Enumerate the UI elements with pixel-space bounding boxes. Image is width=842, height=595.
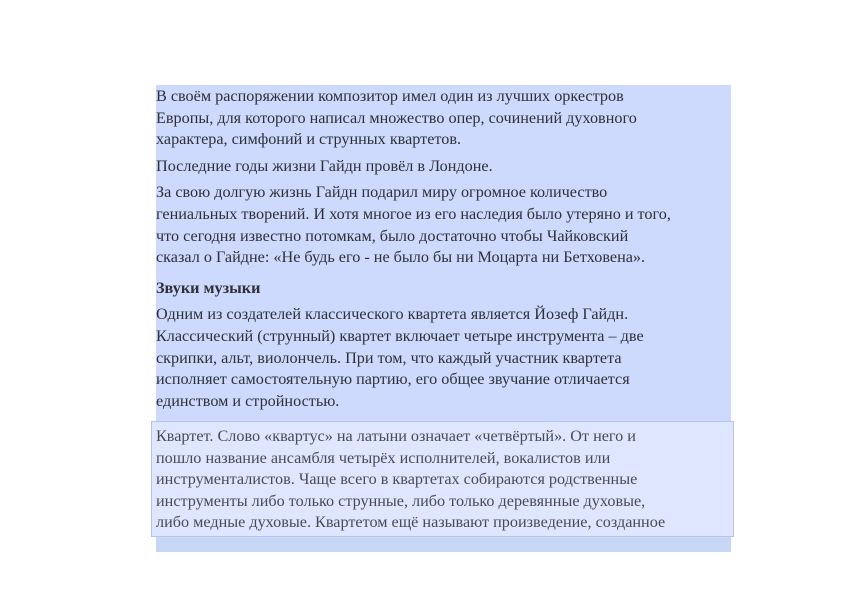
text-line: Европы, для которого написал множество опер, сочинений духовного [156, 108, 637, 127]
text-line: что сегодня известно потомкам, было достаточно чтобы Чайковский [156, 226, 629, 245]
text-line: пошло название ансамбля четырёх исполнителей, вокалистов или [156, 448, 611, 467]
paragraph-legacy[interactable] [156, 182, 731, 268]
text-line: гениальных творений. И хотя многое из его наследия было утеряно и того, [156, 204, 671, 223]
text-line: инструменталистов. Чаще всего в квартетах собираются родственные [156, 470, 638, 489]
text-line: единством и стройностью. [156, 391, 340, 410]
text-line: исполняет самостоятельную партию, его общее звучание отличается [156, 370, 630, 389]
text-line: характера, симфоний и струнных квартетов. [156, 130, 462, 149]
text-frame-bottom-strip [156, 538, 731, 552]
section-heading[interactable]: Звуки музыки [156, 278, 261, 297]
paragraph-london[interactable] [156, 156, 731, 178]
text-line: Квартет. Слово «квартус» на латыни означает «четвёртый». От него и [156, 427, 636, 445]
text-line: Одним из создателей классического квартета является Йозеф Гайдн. [156, 305, 629, 324]
paragraph-orchestra[interactable] [156, 86, 731, 151]
quartet-definition-box[interactable] [151, 421, 734, 537]
text-line: скрипки, альт, виолончель. При том, что каждый участник квартета [156, 348, 622, 367]
text-line: Последние годы жизни Гайдн провёл в Лондоне. [156, 156, 493, 175]
text-line: либо медные духовые. Квартетом ещё называют произведение, созданное [156, 513, 666, 532]
paragraph-quartet[interactable] [156, 304, 731, 412]
text-line: сказал о Гайдне: «Не будь его - не было бы ни Моцарта ни Бетховена». [156, 248, 646, 267]
text-line: Классический (струнный) квартет включает четыре инструмента – две [156, 326, 644, 345]
body-text-frame[interactable] [156, 86, 731, 412]
text-line: За свою долгую жизнь Гайдн подарил миру огромное количество [156, 183, 608, 202]
text-line: В своём распоряжении композитор имел один из лучших оркестров [156, 87, 624, 105]
paragraph-definition[interactable] [156, 426, 733, 534]
text-line: инструменты либо только струнные, либо только деревянные духовые, [156, 491, 646, 510]
